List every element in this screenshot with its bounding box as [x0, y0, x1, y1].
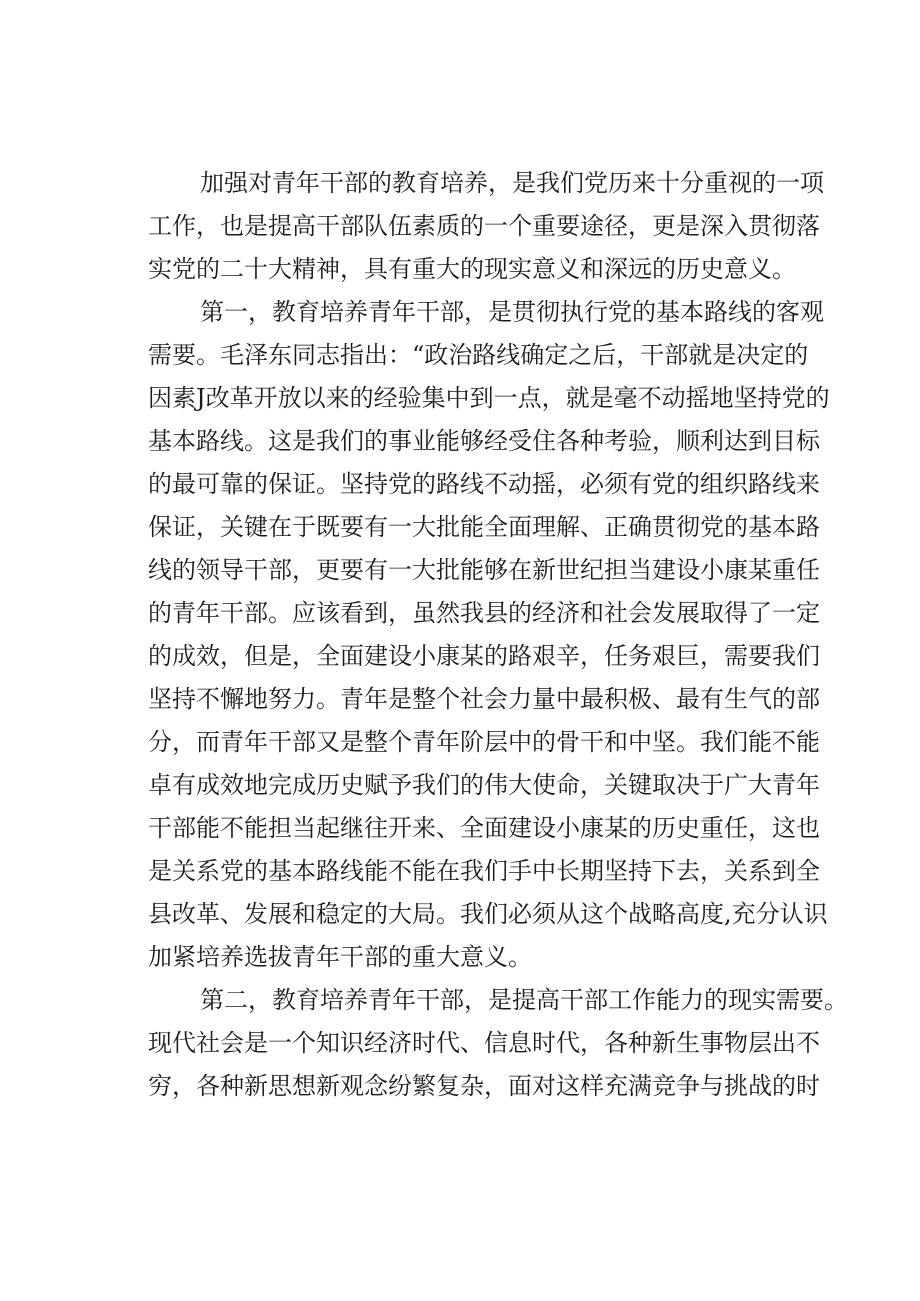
paragraph-3	[148, 979, 848, 1108]
paragraph-1	[148, 162, 824, 291]
text-line: 穷，各种新思想新观念纷繁复杂，面对这样充满竞争与挑战的时	[148, 1072, 820, 1100]
paragraph-2	[148, 291, 830, 979]
text-line: 加强对青年干部的教育培养，是我们党历来十分重视的一项	[200, 169, 824, 197]
text-line: 县改革、发展和稳定的大局。我们必须从这个战略高度,充分认识	[148, 900, 828, 928]
text-line: 因素J改革开放以来的经验集中到一点，就是毫不动摇地坚持党的	[148, 384, 830, 412]
text-line: 第二，教育培养青年干部，是提高干部工作能力的现实需要。	[200, 986, 848, 1014]
text-line: 现代社会是一个知识经济时代、信息时代，各种新生事物层出不	[148, 1029, 820, 1057]
text-line: 线的领导干部，更要有一大批能够在新世纪担当建设小康某重任	[148, 556, 820, 584]
text-line: 的青年干部。应该看到，虽然我县的经济和社会发展取得了一定	[148, 599, 820, 627]
text-line: 保证，关键在于既要有一大批能全面理解、正确贯彻党的基本路	[148, 513, 820, 541]
text-line: 坚持不懈地努力。青年是整个社会力量中最积极、最有生气的部	[148, 685, 820, 713]
text-line: 是关系党的基本路线能不能在我们手中长期坚持下去，关系到全	[148, 857, 820, 885]
text-line: 的成效，但是，全面建设小康某的路艰辛，任务艰巨，需要我们	[148, 642, 820, 670]
text-line: 的最可靠的保证。坚持党的路线不动摇，必须有党的组织路线来	[148, 470, 820, 498]
text-line: 干部能不能担当起继往开来、全面建设小康某的历史重任，这也	[148, 814, 820, 842]
text-line: 基本路线。这是我们的事业能够经受住各种考验，顺利达到目标	[148, 427, 820, 455]
text-line: 需要。毛泽东同志指出：“政治路线确定之后，干部就是决定的	[148, 341, 809, 369]
text-line: 分，而青年干部又是整个青年阶层中的骨干和中坚。我们能不能	[148, 728, 820, 756]
text-line: 加紧培养选拔青年干部的重大意义。	[148, 943, 532, 971]
text-line: 实党的二十大精神，具有重大的现实意义和深远的历史意义。	[148, 255, 796, 283]
text-line: 卓有成效地完成历史赋予我们的伟大使命，关键取决于广大青年	[148, 771, 820, 799]
text-line: 工作，也是提高干部队伍素质的一个重要途径，更是深入贯彻落	[148, 212, 820, 240]
text-line: 第一，教育培养青年干部，是贯彻执行党的基本路线的客观	[200, 298, 824, 326]
document-body	[148, 162, 848, 1108]
